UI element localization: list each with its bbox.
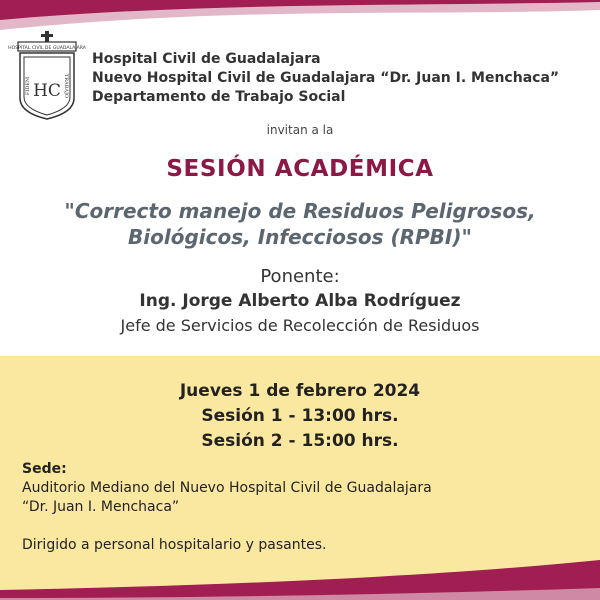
hospital-crest-icon: [8, 30, 86, 120]
audience-note: Dirigido a personal hospitalario y pasantes.: [22, 537, 327, 553]
institution-header: [8, 30, 586, 122]
speaker-name: Ing. Jorge Alberto Alba Rodríguez: [139, 291, 461, 311]
session-1-time: Sesión 1 - 13:00 hrs.: [201, 406, 399, 426]
logo-side-left-text: FIDEM: [25, 76, 31, 96]
speaker-label: Ponente:: [260, 266, 340, 287]
venue-block: [22, 460, 582, 517]
institution-line-3: Departamento de Trabajo Social: [92, 89, 346, 105]
institution-line-2: Nuevo Hospital Civil de Guadalajara “Dr. Juan I. Menchaca”: [92, 70, 560, 86]
logo-top-text: HOSPITAL CIVIL DE GUADALAJARA: [8, 46, 86, 51]
logo-monogram: HC: [33, 81, 61, 101]
session-2-time: Sesión 2 - 15:00 hrs.: [201, 431, 399, 451]
topic-line-2: Biológicos, Infecciosos (RPBI)": [128, 225, 472, 249]
topic-line-1: "Correcto manejo de Residuos Peligrosos,: [64, 199, 536, 223]
session-topic: [0, 198, 600, 250]
event-title: SESIÓN ACADÉMICA: [166, 156, 434, 182]
invite-text: invitan a la: [266, 123, 334, 137]
logo-side-right-text: TRABAJO: [63, 73, 69, 99]
speaker-role: Jefe de Servicios de Recolección de Residuos: [120, 316, 480, 335]
institution-names: [92, 50, 559, 107]
bottom-decorative-band: [0, 560, 600, 600]
event-date: Jueves 1 de febrero 2024: [179, 381, 421, 401]
institution-line-1: Hospital Civil de Guadalajara: [92, 51, 321, 67]
venue-line-2: “Dr. Juan I. Menchaca”: [22, 499, 180, 515]
venue-label: Sede:: [22, 461, 67, 477]
schedule-block: [0, 379, 600, 454]
venue-line-1: Auditorio Mediano del Nuevo Hospital Civil de Guadalajara: [22, 480, 432, 496]
